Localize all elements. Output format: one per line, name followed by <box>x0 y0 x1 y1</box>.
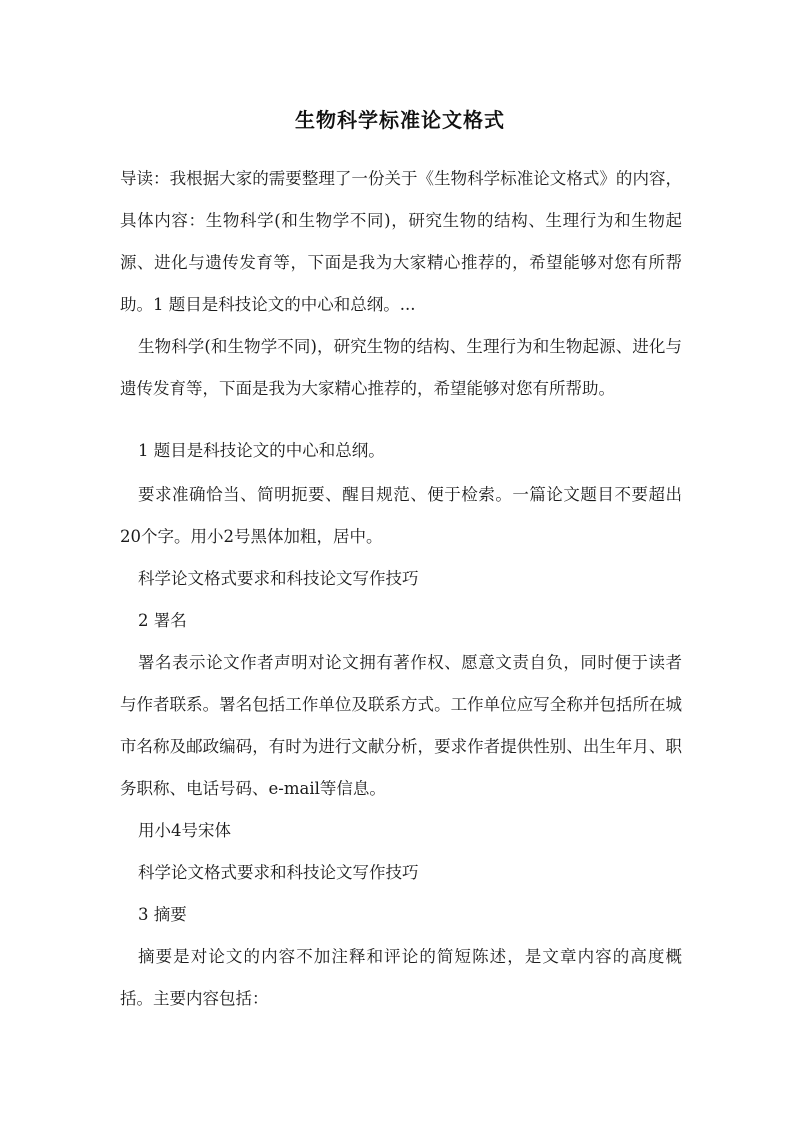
abstract-paragraph: 摘要是对论文的内容不加注释和评论的简短陈述，是文章内容的高度概括。主要内容包括： <box>120 947 682 1008</box>
title-requirements-paragraph: 要求准确恰当、简明扼要、醒目规范、便于检索。一篇论文题目不要超出20个字。用小2号黑体加粗，居中。 <box>120 485 682 546</box>
document-title: 生物科学标准论文格式 <box>295 108 505 132</box>
summary-paragraph: 生物科学(和生物学不同)，研究生物的结构、生理行为和生物起源、进化与遗传发育等，下面是我为大家精心推荐的，希望能够对您有所帮助。 <box>120 337 682 398</box>
subheading-writing-tips-1: 科学论文格式要求和科技论文写作技巧 <box>138 569 419 588</box>
intro-paragraph: 导读：我根据大家的需要整理了一份关于《生物科学标准论文格式》的内容，具体内容：生物科学(和生物学不同)，研究生物的结构、生理行为和生物起源、进化与遗传发育等，下面是我为大家精心推荐的，希望能够对您有所帮助。1 题目是科技论文的中心和总纲。... <box>120 169 682 314</box>
section-heading-3: 3 摘要 <box>138 905 187 924</box>
section-heading-2: 2 署名 <box>138 611 187 630</box>
section-heading-1: 1 题目是科技论文的中心和总纲。 <box>138 441 385 460</box>
font-note: 用小4号宋体 <box>138 821 231 840</box>
subheading-writing-tips-2: 科学论文格式要求和科技论文写作技巧 <box>138 863 419 882</box>
signature-paragraph: 署名表示论文作者声明对论文拥有著作权、愿意文责自负，同时便于读者与作者联系。署名包括工作单位及联系方式。工作单位应写全称并包括所在城市名称及邮政编码，有时为进行文献分析，要求作者提供性别、出生年月、职务职称、电话号码、e-mail等信息。 <box>120 653 682 798</box>
